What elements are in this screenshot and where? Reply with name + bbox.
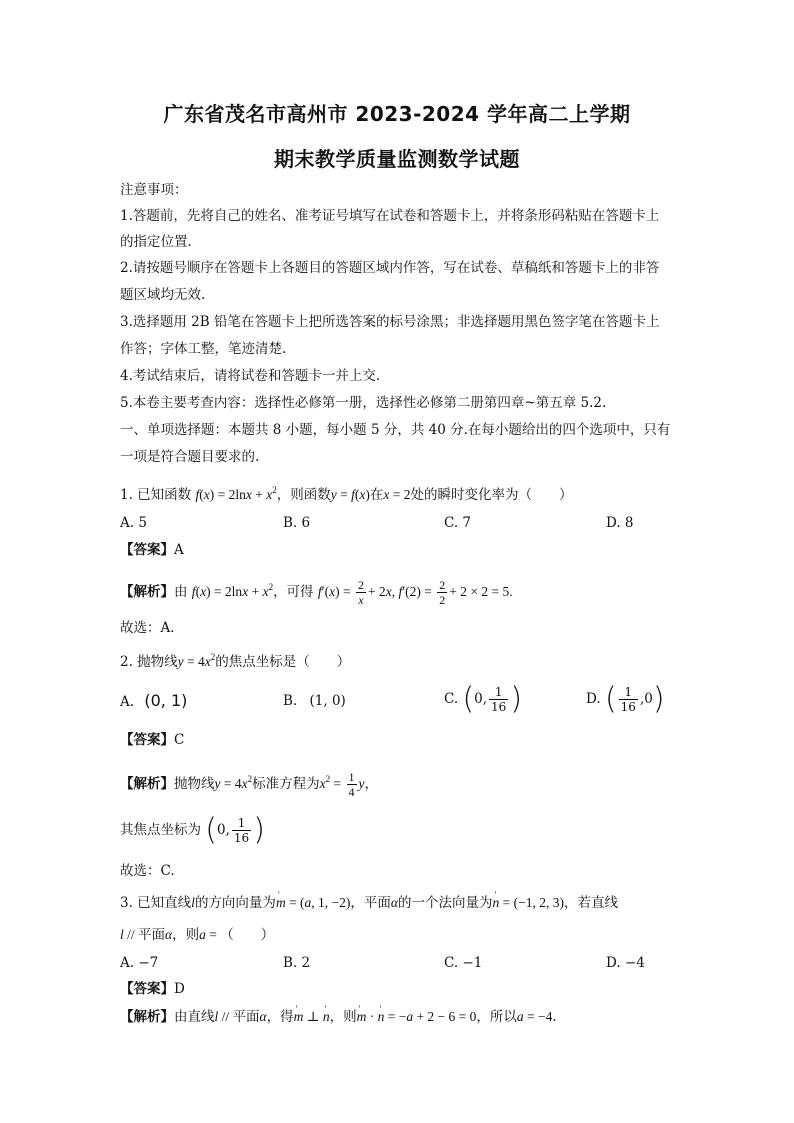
- q1-option-a: A. 5: [120, 515, 147, 531]
- notice-line: 3.选择题用 2B 铅笔在答题卡上把所选答案的标号涂黑；非选择题用黑色签字笔在答题卡上: [120, 314, 660, 330]
- q3-option-d: D. −4: [606, 955, 645, 971]
- q2-stem: 2. 抛物线$y = 4x^2$的焦点坐标是（ ）: [120, 652, 351, 670]
- q1-option-c: C. 7: [444, 515, 472, 531]
- q1-option-b: B. 6: [283, 515, 311, 531]
- notice-line: 的指定位置.: [120, 234, 192, 250]
- notice-line: 4.考试结束后，请将试卷和答题卡一并上交.: [120, 368, 381, 384]
- page-title-line1: 广东省茂名市高州市 2023-2024 学年高二上学期: [163, 102, 631, 126]
- page-title-line2: 期末教学质量监测数学试题: [274, 147, 520, 171]
- q1-x-value: x = 2: [383, 487, 411, 502]
- notice-line: 5.本卷主要考查内容：选择性必修第一册，选择性必修第二册第四章~第五章 5.2.: [120, 395, 607, 411]
- q3-option-b: B. 2: [283, 955, 311, 971]
- q1-answer: 【答案】A: [120, 542, 184, 558]
- notice-line: 作答；字体工整，笔迹清楚.: [120, 341, 287, 357]
- q2-option-c: C. (0, $\frac{1}{16}$ ): [444, 681, 523, 717]
- q1-choose: 故选：A.: [120, 620, 175, 636]
- q3-answer: 【答案】D: [120, 981, 185, 997]
- q2-option-b: B. (1, 0): [283, 693, 346, 709]
- section-heading-line: 一、单项选择题：本题共 8 小题，每小题 5 分，共 40 分.在每小题给出的四个选项中，只有: [120, 422, 671, 438]
- notice-line: 2.请按题号顺序在答题卡上各题目的答题区域内作答，写在试卷、草稿纸和答题卡上的非答: [120, 260, 660, 276]
- q2-option-d: D. ( $\frac{1}{16}$ ,0): [586, 681, 665, 717]
- q2-option-a: A. (0, 1): [120, 691, 188, 710]
- notice-line: 题区域均无效.: [120, 287, 206, 303]
- q2-choose: 故选：C.: [120, 863, 175, 879]
- q1-y-expr: y = f(x): [330, 487, 370, 502]
- q2-answer: 【答案】C: [120, 732, 185, 748]
- q1-stem: 1. 已知函数 $f(x) = 2\ln x + x^2$，则函数y = f(x)在x = 2处的瞬时变化率为（ ）: [120, 485, 573, 503]
- q1-option-d: D. 8: [606, 515, 634, 531]
- notice-line: 1.答题前，先将自己的姓名、准考证号填写在试卷和答题卡上，并将条形码粘贴在答题卡上: [120, 208, 660, 224]
- notice-heading: 注意事项：: [120, 182, 188, 198]
- q1-function-expr: $f(x) = 2\ln x + x^2$: [195, 485, 277, 502]
- q3-stem-line2: l // 平面α，则a = （ ）: [120, 927, 275, 943]
- q2-focus: 其焦点坐标为 (0, $\frac{1}{16}$ ): [120, 812, 265, 848]
- q3-analysis: 【解析】由直线l // 平面α，得' m ⊥ ' n，则' m · ' n = −a + 2 − 6 = 0，所以a = −4.: [120, 1008, 557, 1026]
- section-heading-line: 一项是符合题目要求的.: [120, 449, 260, 465]
- q2-analysis: 【解析】抛物线$y = 4x^2$标准方程为$x^2$ = $\frac{1}{4}$ y，: [120, 770, 378, 800]
- q1-analysis: 【解析】由 $f(x) = 2\ln x + x^2$，可得 f′(x) = $\frac{2}{x}$ + 2x, f′(2) = $\frac{2}{2}$ + 2 × 2 = 5.: [120, 578, 513, 608]
- q3-stem-line1: 3. 已知直线l的方向向量为' m = (a, 1, −2)，平面α的一个法向量为' n = (−1, 2, 3)，若直线: [120, 894, 618, 912]
- q3-option-c: C. −1: [444, 955, 483, 971]
- q3-option-a: A. −7: [120, 955, 159, 971]
